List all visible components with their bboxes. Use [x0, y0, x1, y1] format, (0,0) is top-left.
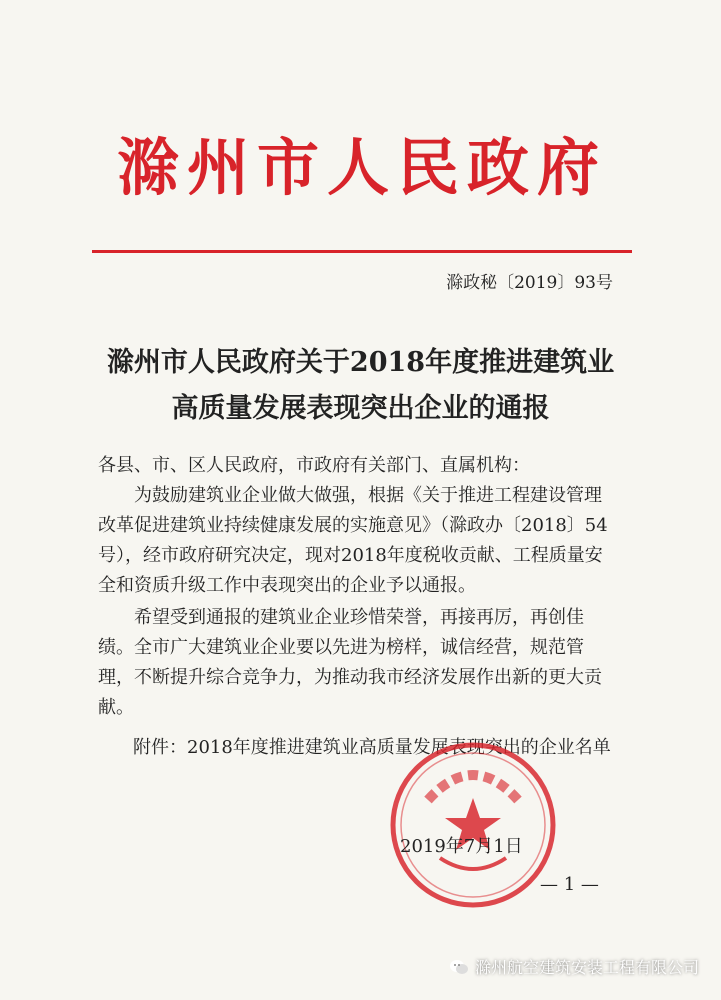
- document-title-line2: 高质量发展表现突出企业的通报: [171, 393, 550, 424]
- watermark-text: 滁州航空建筑安装工程有限公司: [474, 958, 699, 977]
- red-divider: [92, 250, 632, 253]
- document-title-line1: 滁州市人民政府关于2018年度推进建筑业: [106, 347, 615, 378]
- seal-icon: [388, 740, 558, 910]
- recipients: 各县、市、区人民政府，市政府有关部门、直属机构：: [98, 455, 530, 476]
- issuer-header: 滁州市人民政府: [116, 131, 607, 204]
- page-number: — 1 —: [540, 874, 599, 895]
- document-number: 滁政秘〔2019〕93号: [446, 273, 613, 293]
- attachment-note: 附件：2018年度推进建筑业高质量发展表现突出的企业名单: [133, 737, 611, 758]
- body-paragraph-2: 希望受到通报的建筑业企业珍惜荣誉，再接再厉，再创佳绩。全市广大建筑业企业要以先进为榜样，诚信经营，规范管理，不断提升综合竞争力，为推动我市经济发展作出新的更大贡献。: [98, 607, 602, 718]
- body-paragraph-1: 为鼓励建筑业企业做大做强，根据《关于推进工程建设管理改革促进建筑业持续健康发展的实施意见》（滁政办〔2018〕54号），经市政府研究决定，现对2018年度税收贡献、工程质量安全和资质升级工作中表现突出的企业予以通报。: [98, 485, 608, 596]
- watermark: [449, 955, 699, 978]
- wechat-icon: [449, 957, 469, 977]
- issue-date: 2019年7月1日: [400, 836, 523, 857]
